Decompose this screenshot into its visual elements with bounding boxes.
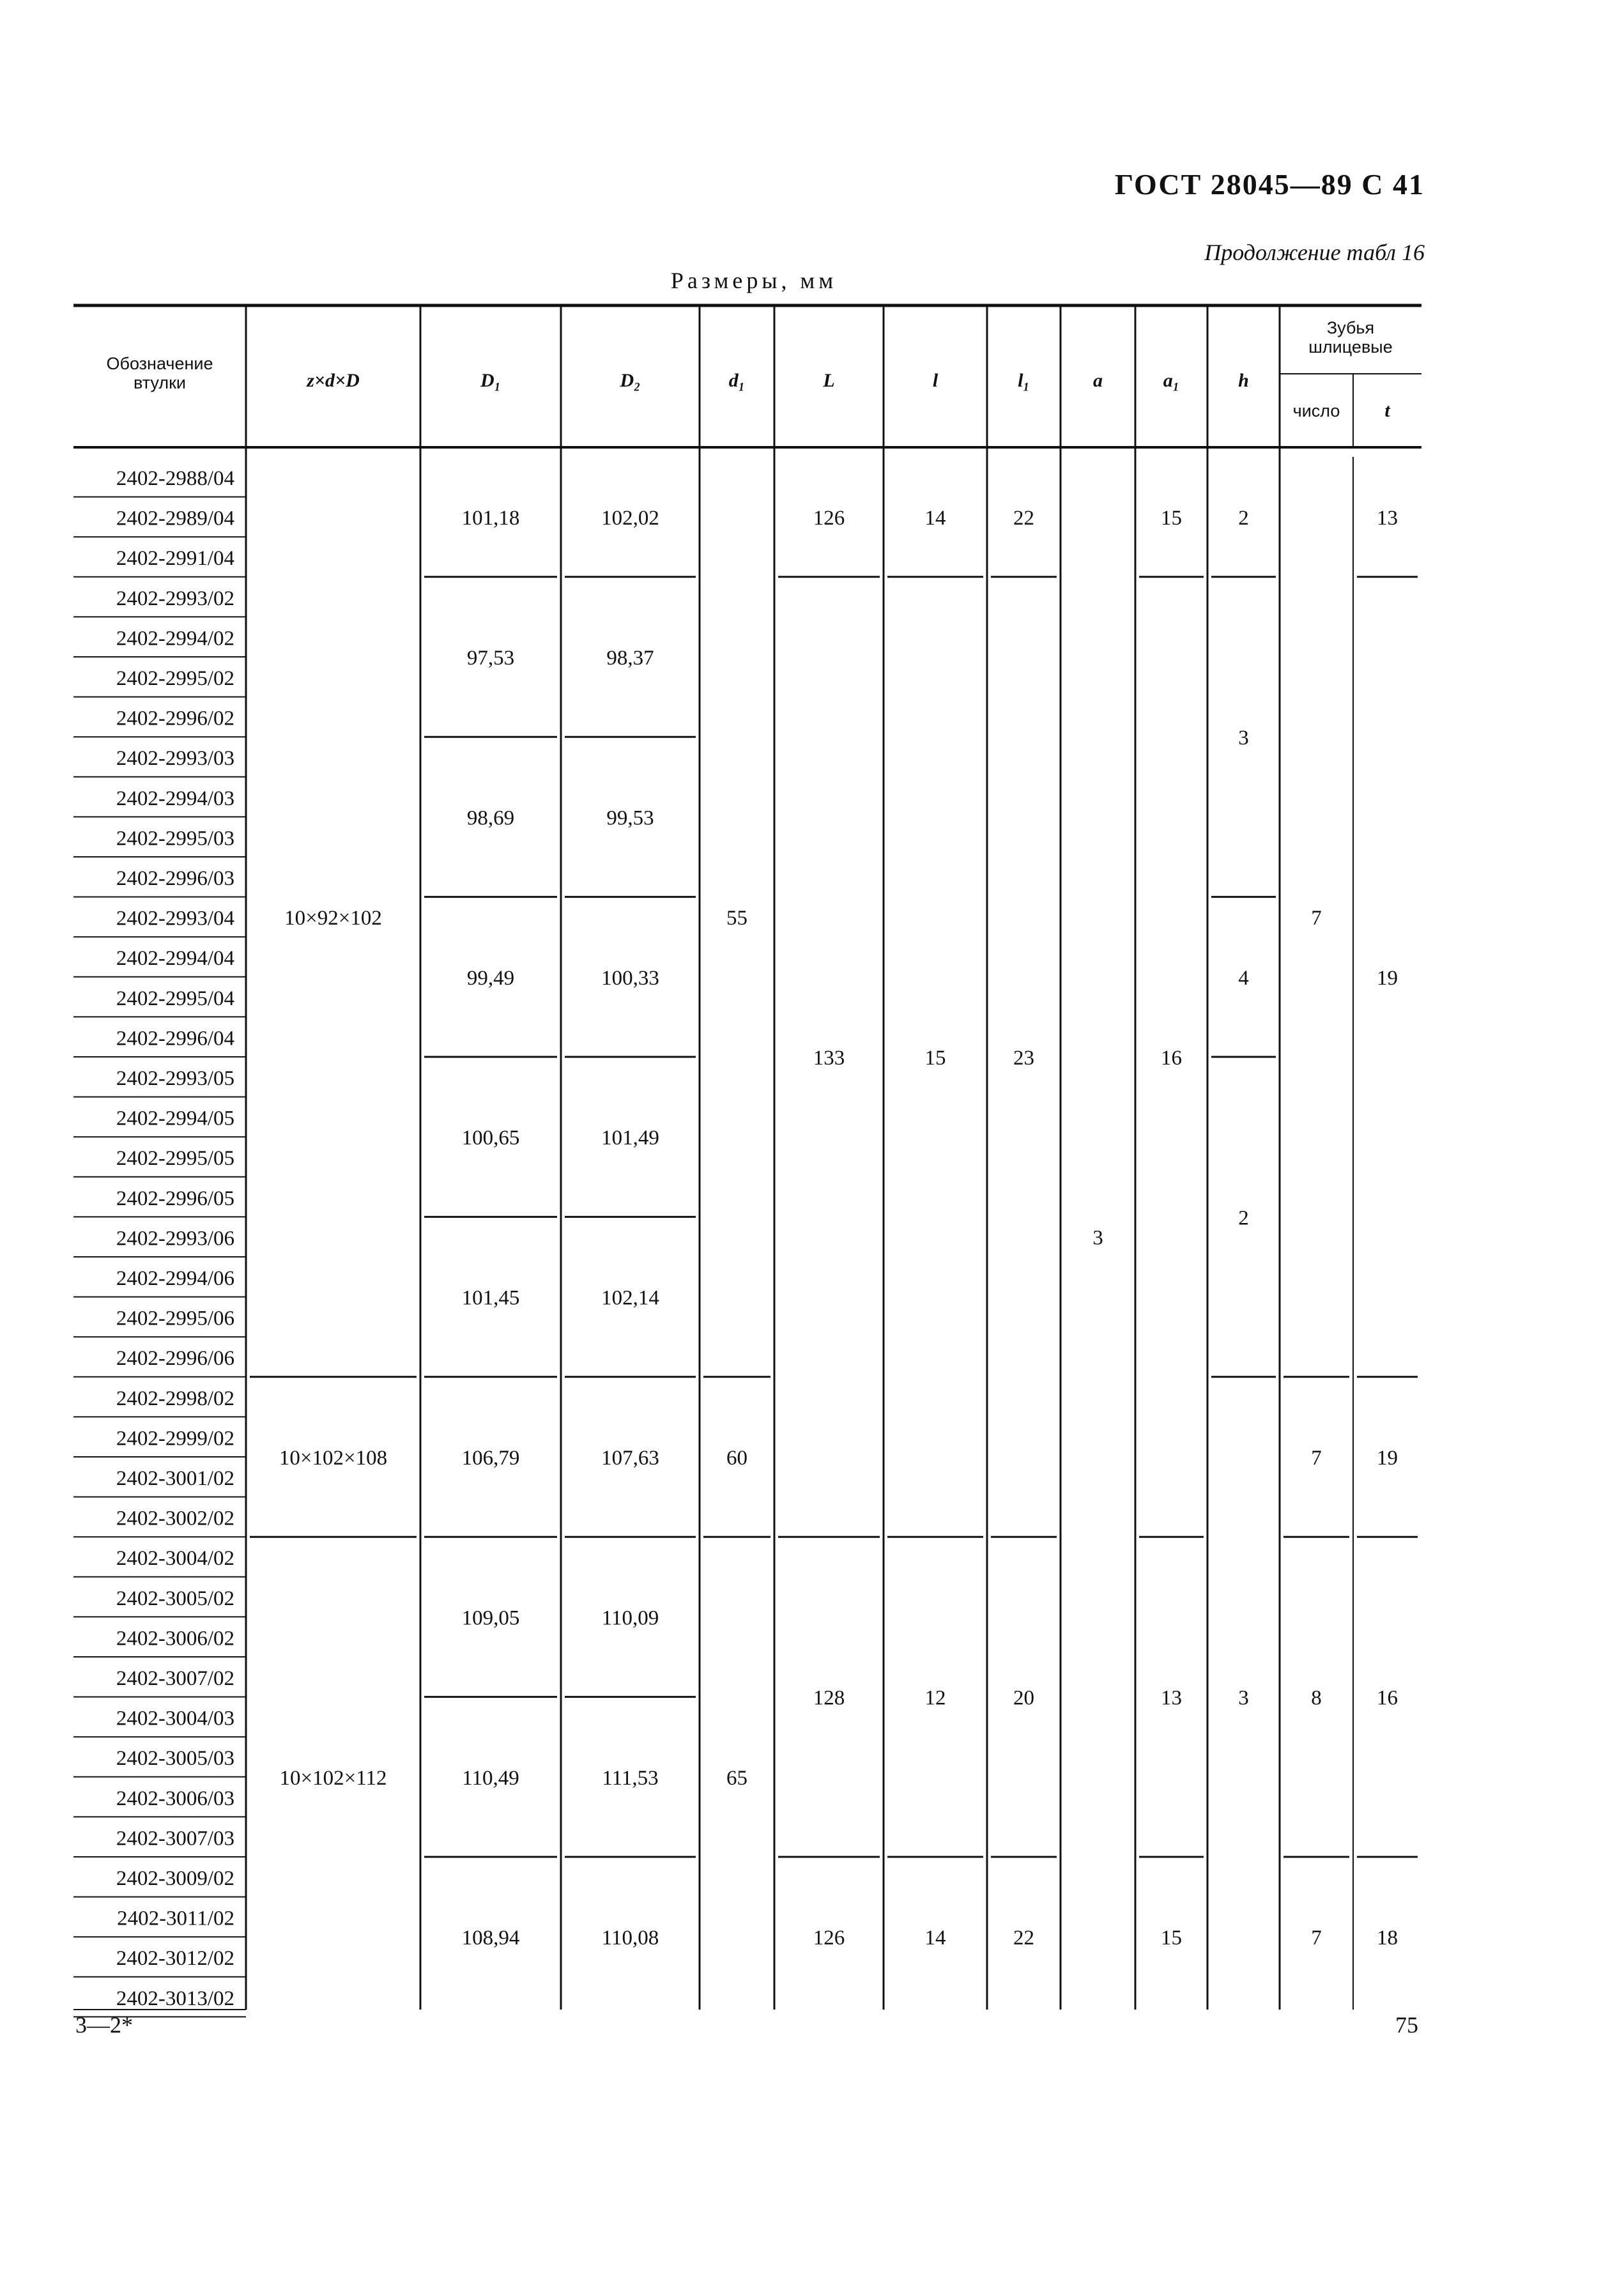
cell-D1: 110,49 — [462, 1766, 519, 1790]
cell-a1: 15 — [1161, 1927, 1182, 1950]
cell-t: 18 — [1377, 1927, 1398, 1950]
cell-d1: 65 — [726, 1766, 747, 1790]
cell-D1: 98,69 — [466, 806, 515, 830]
cell-D1: 100,65 — [461, 1127, 520, 1150]
cell-h: 2 — [1238, 1206, 1249, 1230]
cell-d1: 55 — [726, 906, 747, 930]
cell-D1: 109,05 — [461, 1606, 520, 1630]
cell-D2: 110,08 — [601, 1927, 659, 1950]
cell-h: 4 — [1238, 966, 1249, 990]
cell-count: 7 — [1311, 1927, 1322, 1950]
row-designation: 2402-3005/02 — [116, 1587, 234, 1610]
cell-D2: 102,14 — [601, 1286, 659, 1310]
cell-D1: 101,18 — [461, 506, 520, 530]
row-designation: 2402-2988/04 — [116, 467, 234, 490]
row-designation: 2402-2993/06 — [116, 1227, 234, 1250]
row-designation: 2402-2996/06 — [116, 1347, 234, 1371]
row-designation: 2402-2993/04 — [116, 907, 234, 930]
cell-D2: 98,37 — [606, 647, 654, 670]
cell-l: 14 — [924, 506, 946, 530]
cell-h: 2 — [1238, 506, 1249, 530]
cell-D2: 102,02 — [601, 506, 659, 530]
cell-zdD: 10×102×112 — [279, 1766, 387, 1790]
row-designation: 2402-3007/03 — [116, 1827, 234, 1850]
row-designation: 2402-2994/03 — [116, 787, 234, 810]
cell-l: 14 — [924, 1927, 946, 1950]
cell-t: 19 — [1377, 966, 1398, 990]
row-designation: 2402-3009/02 — [116, 1867, 234, 1890]
cell-t: 19 — [1377, 1447, 1398, 1470]
cell-D1: 99,49 — [466, 966, 515, 990]
header-h: h — [1238, 370, 1249, 391]
table-units-caption: Размеры, мм — [670, 268, 838, 293]
cell-a1: 13 — [1161, 1686, 1182, 1710]
row-designation: 2402-2995/06 — [116, 1307, 234, 1330]
cell-h: 3 — [1238, 1686, 1249, 1710]
header-L: L — [823, 370, 835, 391]
row-designation: 2402-3013/02 — [116, 1987, 234, 2010]
row-designation: 2402-3002/02 — [116, 1507, 234, 1530]
cell-a1: 15 — [1161, 506, 1182, 530]
header-count: число — [1292, 401, 1340, 420]
row-designation: 2402-2996/03 — [116, 867, 234, 890]
cell-a1: 16 — [1161, 1047, 1182, 1070]
row-designation: 2402-3011/02 — [117, 1907, 234, 1930]
cell-zdD: 10×102×108 — [279, 1447, 388, 1470]
header-designation: втулки — [134, 373, 186, 392]
cell-count: 7 — [1311, 1447, 1322, 1470]
header-zdD: z×d×D — [307, 370, 360, 391]
cell-zdD: 10×92×102 — [284, 906, 382, 930]
page-title: ГОСТ 28045—89 С 41 — [1114, 168, 1425, 201]
cell-l: 15 — [924, 1047, 946, 1070]
row-designation: 2402-3007/02 — [116, 1667, 234, 1690]
header-D1: D₁ — [480, 370, 502, 391]
row-designation: 2402-3005/03 — [116, 1747, 234, 1771]
table-continuation-note: Продолжение табл 16 — [1204, 240, 1425, 265]
row-designation: 2402-2993/02 — [116, 587, 234, 610]
cell-l1: 22 — [1013, 506, 1034, 530]
row-designation: 2402-2995/05 — [116, 1147, 234, 1171]
row-designation: 2402-2994/02 — [116, 627, 234, 650]
cell-L: 126 — [813, 1927, 845, 1950]
row-designation: 2402-2991/04 — [116, 547, 234, 571]
cell-L: 128 — [813, 1686, 845, 1710]
cell-L: 126 — [813, 506, 845, 530]
cell-count: 8 — [1311, 1686, 1322, 1710]
cell-l1: 20 — [1013, 1686, 1034, 1710]
cell-t: 13 — [1377, 506, 1398, 530]
row-designation: 2402-3004/03 — [116, 1707, 234, 1730]
signature-mark: 3—2* — [75, 2012, 133, 2038]
header-t: t — [1384, 400, 1390, 421]
cell-a: 3 — [1092, 1226, 1103, 1250]
header-l: l — [932, 370, 938, 391]
cell-l1: 23 — [1013, 1047, 1034, 1070]
row-designation: 2402-2996/05 — [116, 1187, 234, 1210]
cell-D2: 101,49 — [601, 1127, 659, 1150]
header-teeth: шлицевые — [1308, 337, 1393, 357]
header-a: a — [1093, 370, 1103, 391]
row-designation: 2402-2996/02 — [116, 707, 234, 730]
row-designation: 2402-3006/02 — [116, 1627, 234, 1650]
header-teeth: Зубья — [1326, 318, 1375, 337]
cell-D1: 108,94 — [461, 1927, 520, 1950]
cell-l1: 22 — [1013, 1927, 1034, 1950]
row-designation: 2402-2994/04 — [116, 947, 234, 971]
cell-D1: 97,53 — [466, 647, 515, 670]
row-designation: 2402-2996/04 — [116, 1027, 234, 1050]
cell-count: 7 — [1311, 906, 1322, 930]
cell-t: 16 — [1377, 1686, 1398, 1710]
row-designation: 2402-2995/02 — [116, 667, 234, 690]
row-designation: 2402-2995/04 — [116, 987, 234, 1010]
cell-L: 133 — [813, 1047, 845, 1070]
header-designation: Обозначение — [106, 354, 213, 373]
header-l1: l₁ — [1018, 370, 1030, 391]
cell-D2: 110,09 — [601, 1606, 659, 1630]
header-d1: d₁ — [728, 370, 746, 391]
row-designation: 2402-3001/02 — [116, 1467, 234, 1490]
row-designation: 2402-2999/02 — [116, 1427, 234, 1450]
cell-D2: 111,53 — [602, 1766, 659, 1790]
cell-D2: 107,63 — [601, 1447, 659, 1470]
cell-l: 12 — [924, 1686, 946, 1710]
row-designation: 2402-2994/06 — [116, 1267, 234, 1290]
cell-D1: 101,45 — [461, 1286, 520, 1310]
row-designation: 2402-2995/03 — [116, 827, 234, 850]
cell-D2: 100,33 — [601, 966, 659, 990]
row-designation: 2402-3004/02 — [116, 1547, 234, 1571]
row-designation: 2402-2993/05 — [116, 1067, 234, 1090]
cell-d1: 60 — [726, 1447, 747, 1470]
cell-D2: 99,53 — [606, 806, 654, 830]
cell-h: 3 — [1238, 727, 1249, 750]
row-designation: 2402-2994/05 — [116, 1107, 234, 1130]
header-D2: D₂ — [620, 370, 641, 391]
row-designation: 2402-2993/03 — [116, 747, 234, 771]
cell-D1: 106,79 — [461, 1447, 520, 1470]
row-designation: 2402-3006/03 — [116, 1787, 234, 1810]
row-designation: 2402-2989/04 — [116, 507, 234, 530]
row-designation: 2402-3012/02 — [116, 1947, 234, 1971]
page-number: 75 — [1395, 2012, 1418, 2038]
header-a1: a₁ — [1163, 370, 1180, 391]
row-designation: 2402-2998/02 — [116, 1387, 234, 1410]
